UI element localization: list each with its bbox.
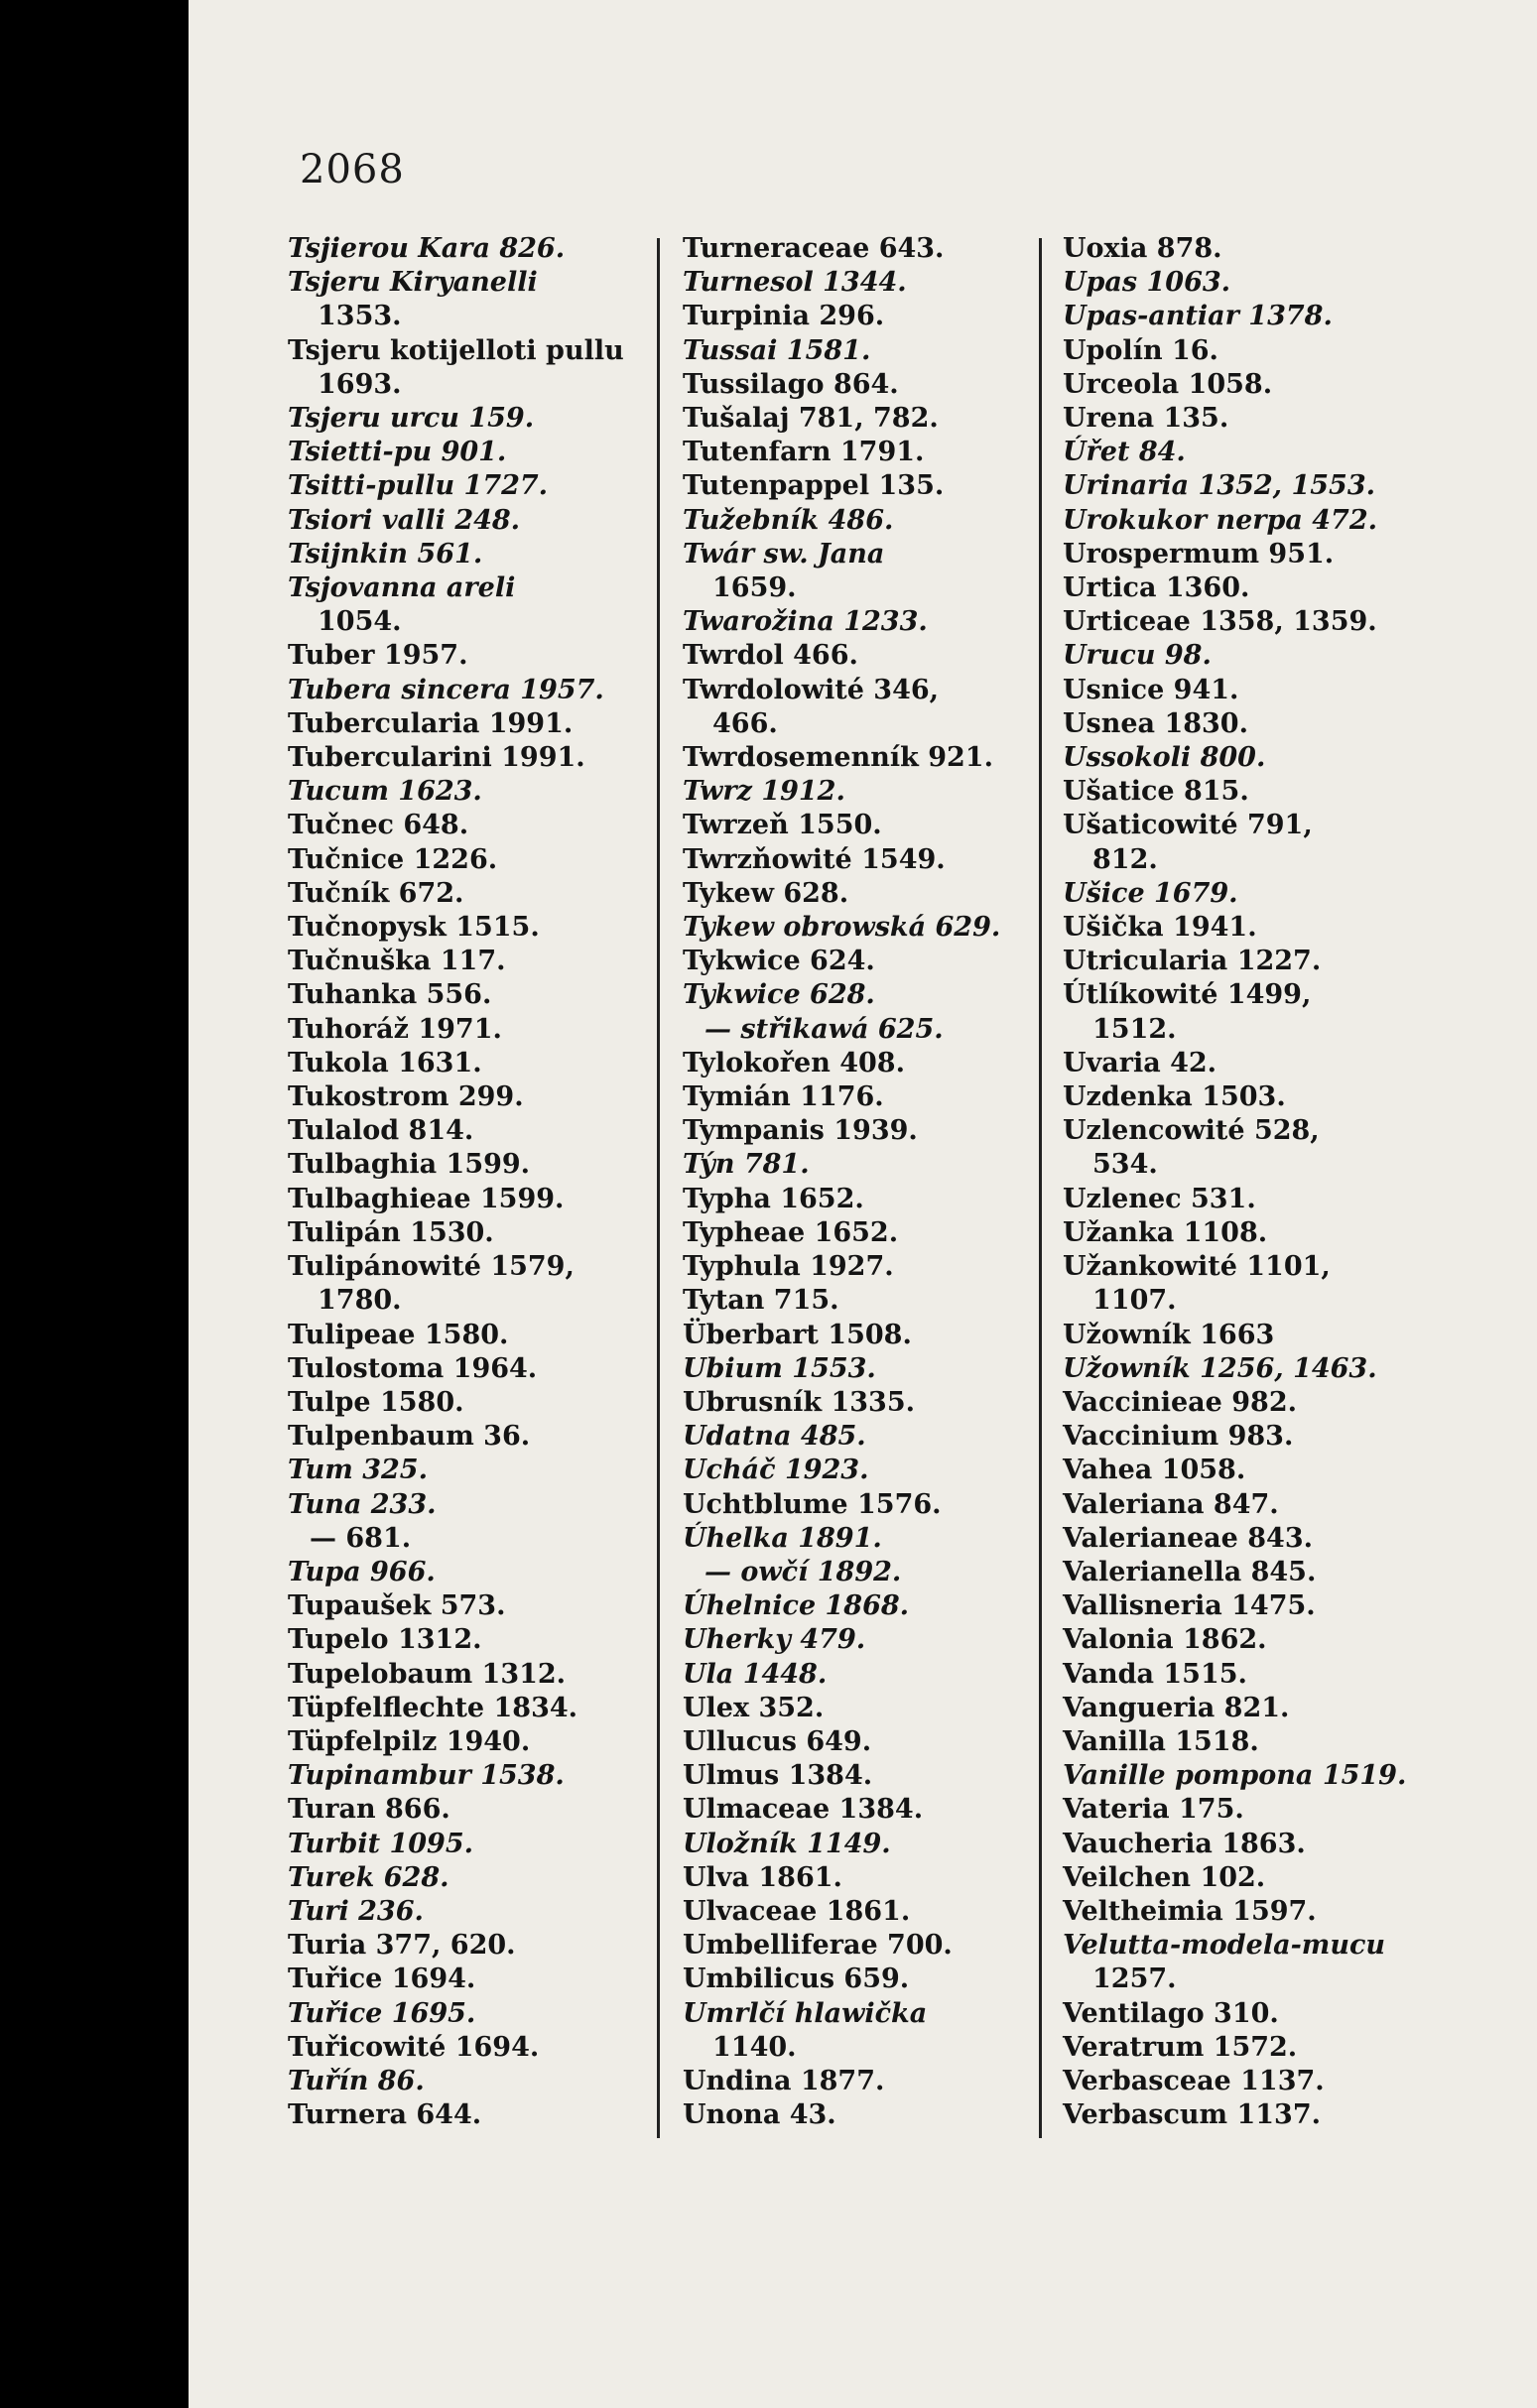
index-entry: Tulbaghieae 1599. <box>288 1183 565 1214</box>
index-entry: Umbelliferae 700. <box>683 1930 953 1962</box>
column-divider <box>1039 238 1042 2138</box>
index-entry: Undina 1877. <box>683 2065 885 2096</box>
index-entry: Tymián 1176. <box>683 1081 884 1113</box>
index-entry: Ula 1448. <box>683 1658 828 1690</box>
index-entry: Tytan 715. <box>683 1285 839 1317</box>
index-entry: Typha 1652. <box>683 1183 864 1214</box>
index-entry: Tubercularia 1991. <box>288 707 574 739</box>
index-entry: Tučnopysk 1515. <box>288 912 540 944</box>
index-entry: Tsiori valli 248. <box>288 504 521 536</box>
index-entry: Urinaria 1352, 1553. <box>1063 470 1376 502</box>
index-entry: Umbilicus 659. <box>683 1964 910 1995</box>
index-entry: Tupa 966. <box>288 1556 436 1587</box>
index-entry: Turia 377, 620. <box>288 1930 516 1962</box>
index-entry: Vanda 1515. <box>1063 1658 1247 1690</box>
index-column-2 <box>683 232 1030 2132</box>
index-entry: Usnice 941. <box>1063 674 1239 705</box>
index-entry: Uoxia 878. <box>1063 233 1222 264</box>
index-entry: Tužebník 486. <box>683 504 894 536</box>
index-entry: 1140. <box>712 2031 797 2063</box>
index-column-3 <box>1063 232 1460 2132</box>
index-entry: Uzdenka 1503. <box>1063 1081 1286 1113</box>
index-entry: Tučnice 1226. <box>288 843 498 875</box>
index-entry: Tulipánowité 1579, <box>288 1251 575 1283</box>
index-entry: Turneraceae 643. <box>683 233 945 264</box>
index-entry: Turnesol 1344. <box>683 267 907 299</box>
index-entry: — 681. <box>310 1522 412 1554</box>
index-entry: Tykew obrowská 629. <box>683 912 1001 944</box>
index-entry: Užanka 1108. <box>1063 1216 1268 1248</box>
index-entry: Upas 1063. <box>1063 267 1231 299</box>
index-entry: Tušalaj 781, 782. <box>683 403 939 435</box>
index-entry: Uherky 479. <box>683 1624 866 1656</box>
index-entry: Uzlenec 531. <box>1063 1183 1256 1214</box>
index-entry: Tulipán 1530. <box>288 1216 494 1248</box>
index-entry: Turan 866. <box>288 1794 450 1826</box>
index-entry: Tulpenbaum 36. <box>288 1421 531 1453</box>
index-entry: Tučnuška 117. <box>288 946 506 977</box>
index-entry: Ventilago 310. <box>1063 1997 1279 2029</box>
index-entry: Vanilla 1518. <box>1063 1725 1259 1757</box>
index-entry: Tsitti-pullu 1727. <box>288 470 549 502</box>
index-entry: Überbart 1508. <box>683 1319 912 1350</box>
index-entry: Twár sw. Jana <box>683 538 885 570</box>
index-entry: Tupinambur 1538. <box>288 1760 565 1792</box>
index-entry: Ullucus 649. <box>683 1725 872 1757</box>
index-entry: Ulva 1861. <box>683 1861 842 1893</box>
index-entry: Ulmus 1384. <box>683 1760 873 1792</box>
index-entry: Tsjeru urcu 159. <box>288 403 535 435</box>
index-entry: Vateria 175. <box>1063 1794 1244 1826</box>
index-entry: Ušaticowité 791, <box>1063 810 1313 841</box>
column-divider <box>657 238 660 2138</box>
index-entry: Tutenfarn 1791. <box>683 437 925 468</box>
index-entry: Typhula 1927. <box>683 1251 894 1283</box>
index-entry: Tüpfelflechte 1834. <box>288 1692 578 1723</box>
index-entry: Tykwice 624. <box>683 946 875 977</box>
index-entry: Typheae 1652. <box>683 1216 899 1248</box>
index-entry: Tüpfelpilz 1940. <box>288 1725 531 1757</box>
index-entry: Urticeae 1358, 1359. <box>1063 606 1377 638</box>
index-entry: Upolín 16. <box>1063 334 1218 366</box>
index-entry: Ulvaceae 1861. <box>683 1895 911 1927</box>
index-entry: Vahea 1058. <box>1063 1455 1246 1486</box>
index-entry: Tubera sincera 1957. <box>288 674 604 705</box>
index-entry: Twrzňowité 1549. <box>683 843 946 875</box>
index-entry: Tuna 233. <box>288 1488 437 1520</box>
index-entry: Tucum 1623. <box>288 776 482 808</box>
index-entry: Tulipeae 1580. <box>288 1319 509 1350</box>
index-entry: Tussai 1581. <box>683 334 871 366</box>
index-entry: Twrdolowité 346, <box>683 674 940 705</box>
index-entry: Usnea 1830. <box>1063 707 1248 739</box>
index-entry: Ulex 352. <box>683 1692 825 1723</box>
index-entry: Tuřicowité 1694. <box>288 2031 540 2063</box>
index-entry: Tuber 1957. <box>288 640 468 672</box>
index-entry: Užankowité 1101, <box>1063 1251 1331 1283</box>
index-entry: Twarožina 1233. <box>683 606 928 638</box>
index-entry: Tukola 1631. <box>288 1047 482 1078</box>
index-entry: Twrz 1912. <box>683 776 845 808</box>
index-entry: Vaccinium 983. <box>1063 1421 1294 1453</box>
index-entry: Tykwice 628. <box>683 979 875 1011</box>
index-entry: Turek 628. <box>288 1861 449 1893</box>
index-entry: Valonia 1862. <box>1063 1624 1267 1656</box>
index-entry: Úřet 84. <box>1063 437 1186 468</box>
index-entry: Tutenpappel 135. <box>683 470 945 502</box>
index-entry: Ušice 1679. <box>1063 877 1238 909</box>
index-entry: Verbasceae 1137. <box>1063 2065 1325 2096</box>
index-entry: 1353. <box>318 301 402 332</box>
index-entry: Upas-antiar 1378. <box>1063 301 1333 332</box>
index-entry: Ušička 1941. <box>1063 912 1257 944</box>
index-entry: Ubrusník 1335. <box>683 1386 916 1418</box>
index-entry: Tukostrom 299. <box>288 1081 524 1113</box>
index-entry: Tuřice 1694. <box>288 1964 476 1995</box>
index-entry: Tsjeru Kiryanelli <box>288 267 538 299</box>
index-entry: Twrdosemenník 921. <box>683 742 993 774</box>
index-entry: Uchtblume 1576. <box>683 1488 942 1520</box>
index-entry: Uzlencowité 528, <box>1063 1115 1320 1147</box>
index-entry: Vaucheria 1863. <box>1063 1828 1306 1859</box>
index-entry: Úhelnice 1868. <box>683 1590 910 1622</box>
index-entry: Veltheimia 1597. <box>1063 1895 1317 1927</box>
index-entry: Tuhanka 556. <box>288 979 492 1011</box>
index-entry: 1780. <box>318 1285 402 1317</box>
index-entry: 1659. <box>712 572 797 604</box>
index-entry: Tučník 672. <box>288 877 464 909</box>
index-entry: Tuřín 86. <box>288 2065 425 2096</box>
index-entry: Ulmaceae 1384. <box>683 1794 924 1826</box>
index-entry: Tum 325. <box>288 1455 428 1486</box>
index-entry: Úhelka 1891. <box>683 1522 882 1554</box>
index-entry: 466. <box>712 707 778 739</box>
index-entry: Udatna 485. <box>683 1421 866 1453</box>
index-entry: Turpinia 296. <box>683 301 885 332</box>
index-entry: 1512. <box>1092 1013 1177 1045</box>
index-entry: Tubercularini 1991. <box>288 742 585 774</box>
index-entry: Valerianella 845. <box>1063 1556 1317 1587</box>
index-entry: Tuřice 1695. <box>288 1997 476 2029</box>
index-entry: Valerianeae 843. <box>1063 1522 1314 1554</box>
index-entry: Ussokoli 800. <box>1063 742 1266 774</box>
index-column-1 <box>288 232 645 2132</box>
index-entry: Tulpe 1580. <box>288 1386 464 1418</box>
index-entry: Tympanis 1939. <box>683 1115 918 1147</box>
index-entry: 1693. <box>318 368 402 400</box>
index-entry: 812. <box>1092 843 1158 875</box>
index-entry: Vallisneria 1475. <box>1063 1590 1316 1622</box>
index-entry: Utricularia 1227. <box>1063 946 1322 977</box>
index-entry: Tylokořen 408. <box>683 1047 905 1078</box>
index-entry: Ušatice 815. <box>1063 776 1249 808</box>
index-entry: Velutta-modela-mucu <box>1063 1930 1386 1962</box>
index-entry: Tsjeru kotijelloti pullu <box>288 334 624 366</box>
index-entry: Twrzeň 1550. <box>683 810 882 841</box>
index-entry: Uložník 1149. <box>683 1828 891 1859</box>
index-entry: Tsjierou Kara 826. <box>288 233 566 264</box>
index-entry: Veilchen 102. <box>1063 1861 1266 1893</box>
index-entry: 534. <box>1092 1149 1158 1181</box>
index-entry: Tsietti-pu 901. <box>288 437 507 468</box>
index-entry: Tupaušek 573. <box>288 1590 506 1622</box>
index-entry: Týn 781. <box>683 1149 810 1181</box>
index-entry: Uvaria 42. <box>1063 1047 1217 1078</box>
index-entry: Užowník 1663 <box>1063 1319 1275 1350</box>
index-entry: Tsjovanna areli <box>288 572 516 604</box>
index-entry: Vaccinieae 982. <box>1063 1386 1297 1418</box>
index-entry: Urospermum 951. <box>1063 538 1335 570</box>
index-entry: Urtica 1360. <box>1063 572 1250 604</box>
index-entry: Turi 236. <box>288 1895 424 1927</box>
index-entry: Tykew 628. <box>683 877 849 909</box>
index-entry: Tulostoma 1964. <box>288 1352 538 1384</box>
index-entry: Valeriana 847. <box>1063 1488 1279 1520</box>
index-entry: Urucu 98. <box>1063 640 1212 672</box>
index-entry: Verbascum 1137. <box>1063 2099 1322 2131</box>
index-entry: 1257. <box>1092 1964 1177 1995</box>
index-entry: Tulbaghia 1599. <box>288 1149 531 1181</box>
index-entry: Tupelobaum 1312. <box>288 1658 567 1690</box>
index-entry: Tussilago 864. <box>683 368 899 400</box>
index-entry: Tuhoráž 1971. <box>288 1013 502 1045</box>
index-entry: Vangueria 821. <box>1063 1692 1290 1723</box>
index-entry: Útlíkowité 1499, <box>1063 979 1312 1011</box>
index-entry: Ucháč 1923. <box>683 1455 869 1486</box>
index-entry: 1107. <box>1092 1285 1177 1317</box>
index-entry: Turnera 644. <box>288 2099 482 2131</box>
page-number: 2068 <box>300 147 405 192</box>
book-page <box>189 0 1537 2408</box>
index-entry: Tučnec 648. <box>288 810 469 841</box>
index-entry: 1054. <box>318 606 402 638</box>
index-entry: Tulalod 814. <box>288 1115 474 1147</box>
index-entry: Veratrum 1572. <box>1063 2031 1298 2063</box>
index-entry: — owčí 1892. <box>704 1556 902 1587</box>
index-entry: Urokukor nerpa 472. <box>1063 504 1378 536</box>
index-entry: Ubium 1553. <box>683 1352 876 1384</box>
index-entry: Twrdol 466. <box>683 640 858 672</box>
index-entry: Užowník 1256, 1463. <box>1063 1352 1377 1384</box>
index-entry: Tupelo 1312. <box>288 1624 482 1656</box>
index-entry: Unona 43. <box>683 2099 836 2131</box>
index-entry: Urceola 1058. <box>1063 368 1273 400</box>
index-entry: — střikawá 625. <box>704 1013 944 1045</box>
index-entry: Urena 135. <box>1063 403 1229 435</box>
index-entry: Turbit 1095. <box>288 1828 474 1859</box>
index-entry: Vanille pompona 1519. <box>1063 1760 1407 1792</box>
index-entry: Tsijnkin 561. <box>288 538 483 570</box>
index-entry: Umrlčí hlawička <box>683 1997 928 2029</box>
